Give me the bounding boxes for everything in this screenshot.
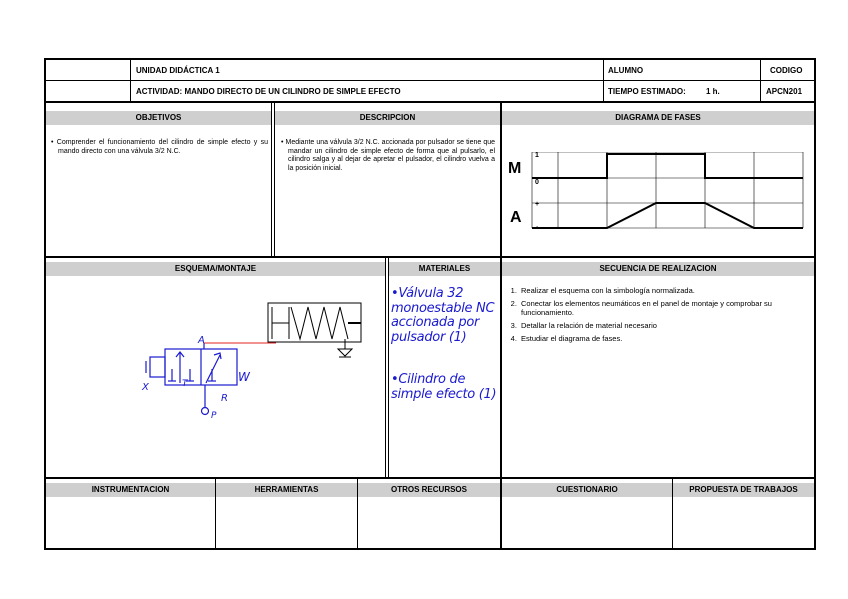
phase-diagram-header: DIAGRAMA DE FASES bbox=[502, 111, 814, 125]
pressure-label: P bbox=[211, 411, 217, 421]
objectives-header: OBJETIVOS bbox=[46, 111, 271, 125]
port-a-label: A bbox=[198, 335, 205, 346]
m-level-1: 1 bbox=[535, 152, 539, 159]
a-level-plus: + bbox=[535, 201, 540, 208]
port-t-label: T bbox=[182, 379, 188, 389]
sequence-step: 2. Conectar los elementos neumáticos en el panel de montaje y comprobar su funcionamiento. bbox=[519, 299, 809, 317]
code-label: CODIGO bbox=[770, 66, 803, 75]
schema-header: ESQUEMA/MONTAJE bbox=[46, 262, 385, 276]
description-header: DESCRIPCION bbox=[275, 111, 500, 125]
sequence-step: 1. Realizar el esquema con la simbología normalizada. bbox=[519, 286, 809, 295]
materials-header: MATERIALES bbox=[389, 262, 500, 276]
tools-header: HERRAMIENTAS bbox=[216, 483, 357, 497]
other-resources-header: OTROS RECURSOS bbox=[358, 483, 500, 497]
m-signal-line bbox=[532, 154, 803, 178]
time-value: 1 h. bbox=[706, 87, 720, 96]
sequence-list bbox=[505, 286, 809, 347]
sequence-step: 3. Detallar la relación de material necesario bbox=[519, 321, 809, 330]
code-value: APCN201 bbox=[766, 87, 803, 96]
a-level-minus: - bbox=[536, 224, 539, 231]
description-text: • Mediante una válvula 3/2 N.C. accionada por pulsador se tiene que mandar un cilindro de simple efecto de forma que al pulsarlo, el cilindro salga y al dejar de apretar el pulsador, el cilindro vuelva a la posición inicial. bbox=[281, 139, 496, 172]
pilot-x-label: X bbox=[142, 382, 149, 393]
objectives-text: • Comprender el funcionamiento del cilindro de simple efecto y su mando directo con una válvula 3/2 N.C. bbox=[51, 139, 268, 155]
spring-label: W bbox=[238, 370, 250, 384]
phase-label-m: M bbox=[508, 160, 522, 177]
sequence-header: SECUENCIA DE REALIZACION bbox=[502, 262, 814, 276]
phase-label-a: A bbox=[510, 209, 522, 226]
activity-title: ACTIVIDAD: MANDO DIRECTO DE UN CILINDRO DE SIMPLE EFECTO bbox=[136, 87, 401, 96]
material-item: •Válvula 32 monoestable NC accionada por pulsador (1) bbox=[391, 286, 495, 345]
cylinder-symbol bbox=[268, 303, 361, 357]
student-label: ALUMNO bbox=[608, 66, 644, 75]
port-r-label: R bbox=[221, 393, 228, 404]
unit-title: UNIDAD DIDÁCTICA 1 bbox=[136, 66, 220, 75]
pneumatic-schematic bbox=[130, 295, 380, 425]
time-label: TIEMPO ESTIMADO: bbox=[608, 87, 686, 96]
phase-diagram bbox=[506, 152, 806, 234]
a-signal-line bbox=[532, 203, 803, 228]
instrumentation-header: INSTRUMENTACION bbox=[46, 483, 215, 497]
m-level-0: 0 bbox=[535, 179, 539, 186]
material-item: •Cilindro de simple efecto (1) bbox=[391, 372, 497, 402]
sequence-step: 4. Estudiar el diagrama de fases. bbox=[519, 334, 809, 343]
questionnaire-header: CUESTIONARIO bbox=[502, 483, 672, 497]
work-proposal-header: PROPUESTA DE TRABAJOS bbox=[673, 483, 814, 497]
